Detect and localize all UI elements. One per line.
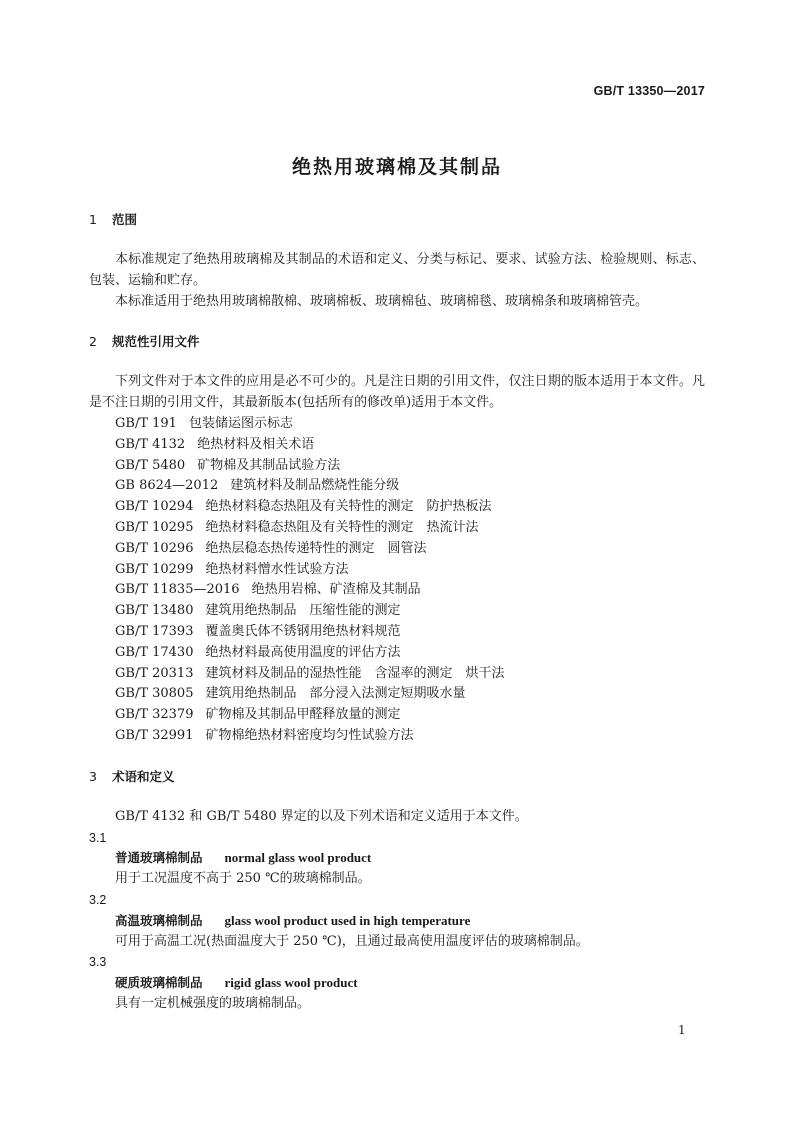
term-english: rigid glass wool product bbox=[224, 975, 358, 991]
reference-title: 绝热材料及相关术语 bbox=[197, 436, 315, 452]
paragraph: 本标准适用于绝热用玻璃棉散棉、玻璃棉板、玻璃棉毡、玻璃棉毯、玻璃棉条和玻璃棉管壳。 bbox=[115, 293, 649, 309]
term-number: 3.2 bbox=[89, 892, 107, 907]
term-title bbox=[89, 911, 705, 932]
term-english: glass wool product used in high temperature bbox=[224, 912, 471, 928]
term-english: normal glass wool product bbox=[224, 850, 372, 866]
reference-code: GB/T 30805 bbox=[115, 686, 194, 702]
reference-code: GB 8624—2012 bbox=[115, 478, 219, 494]
document-body bbox=[89, 210, 705, 1015]
reference-title: 建筑用绝热制品 部分浸入法测定短期吸水量 bbox=[205, 686, 466, 702]
section-title: 规范性引用文件 bbox=[112, 334, 200, 350]
reference-title: 绝热用岩棉、矿渣棉及其制品 bbox=[251, 582, 421, 598]
reference-code: GB/T 191 bbox=[115, 415, 177, 431]
reference-title: 绝热材料最高使用温度的评估方法 bbox=[205, 644, 401, 660]
reference-title: 绝热材料憎水性试验方法 bbox=[205, 561, 349, 577]
term-entry bbox=[89, 828, 705, 890]
reference-item bbox=[89, 601, 705, 622]
reference-item bbox=[89, 435, 705, 456]
standard-code: GB/T 13350—2017 bbox=[593, 84, 705, 98]
reference-item bbox=[89, 643, 705, 664]
reference-title: 建筑材料及制品的湿热性能 含湿率的测定 烘干法 bbox=[205, 665, 505, 681]
term-entry bbox=[89, 890, 705, 952]
reference-title: 覆盖奥氏体不锈钢用绝热材料规范 bbox=[205, 623, 401, 639]
term-definition: 具有一定机械强度的玻璃棉制品。 bbox=[115, 995, 311, 1011]
term-chinese: 高温玻璃棉制品 bbox=[115, 912, 203, 928]
reference-item bbox=[89, 476, 705, 497]
section-number: 1 bbox=[89, 212, 97, 227]
reference-code: GB/T 10295 bbox=[115, 519, 194, 535]
reference-item bbox=[89, 539, 705, 560]
reference-item bbox=[89, 684, 705, 705]
paragraph: 本标准规定了绝热用玻璃棉及其制品的术语和定义、分类与标记、要求、试验方法、检验规则、标志、包装、运输和贮存。 bbox=[89, 252, 705, 288]
reference-code: GB/T 20313 bbox=[115, 665, 194, 681]
document-title: 绝热用玻璃棉及其制品 bbox=[291, 156, 502, 178]
reference-title: 绝热层稳态热传递特性的测定 圆管法 bbox=[205, 540, 427, 556]
section-title: 术语和定义 bbox=[112, 768, 175, 784]
term-definition: 用于工况温度不高于 250 ℃的玻璃棉制品。 bbox=[115, 871, 371, 887]
reference-title: 绝热材料稳态热阻及有关特性的测定 热流计法 bbox=[205, 519, 479, 535]
reference-code: GB/T 10294 bbox=[115, 499, 194, 515]
term-title bbox=[89, 848, 705, 869]
reference-item bbox=[89, 580, 705, 601]
reference-item bbox=[89, 497, 705, 518]
term-number: 3.1 bbox=[89, 830, 107, 845]
reference-item bbox=[89, 456, 705, 477]
reference-code: GB/T 17393 bbox=[115, 623, 194, 639]
reference-code: GB/T 17430 bbox=[115, 644, 194, 660]
reference-code: GB/T 4132 bbox=[115, 436, 186, 452]
reference-code: GB/T 10299 bbox=[115, 561, 194, 577]
reference-code: GB/T 32379 bbox=[115, 707, 194, 723]
reference-code: GB/T 5480 bbox=[115, 457, 186, 473]
paragraph: 下列文件对于本文件的应用是必不可少的。凡是注日期的引用文件，仅注日期的版本适用于本文件。凡是不注日期的引用文件，其最新版本(包括所有的修改单)适用于本文件。 bbox=[89, 374, 705, 411]
reference-code: GB/T 11835—2016 bbox=[115, 582, 240, 598]
reference-title: 矿物棉绝热材料密度均匀性试验方法 bbox=[205, 727, 414, 743]
reference-item bbox=[89, 414, 705, 435]
reference-title: 矿物棉及其制品试验方法 bbox=[197, 457, 341, 473]
section-title: 范围 bbox=[112, 212, 138, 227]
reference-item bbox=[89, 726, 705, 747]
reference-title: 矿物棉及其制品甲醛释放量的测定 bbox=[205, 707, 401, 723]
term-number: 3.3 bbox=[89, 955, 107, 970]
term-title bbox=[89, 973, 705, 994]
section-number: 2 bbox=[89, 334, 97, 350]
reference-code: GB/T 32991 bbox=[115, 727, 194, 743]
reference-item bbox=[89, 664, 705, 685]
term-chinese: 普通玻璃棉制品 bbox=[115, 850, 203, 866]
term-entry bbox=[89, 952, 705, 1014]
reference-item bbox=[89, 622, 705, 643]
reference-item bbox=[89, 705, 705, 726]
paragraph: GB/T 4132 和 GB/T 5480 界定的以及下列术语和定义适用于本文件。 bbox=[115, 808, 528, 824]
section-heading-terms-and-definitions bbox=[89, 767, 705, 787]
term-chinese: 硬质玻璃棉制品 bbox=[115, 975, 203, 991]
reference-title: 包装储运图示标志 bbox=[188, 415, 293, 431]
section-heading-scope bbox=[89, 210, 705, 230]
reference-title: 建筑材料及制品燃烧性能分级 bbox=[230, 478, 400, 494]
reference-code: GB/T 13480 bbox=[115, 603, 194, 619]
reference-title: 绝热材料稳态热阻及有关特性的测定 防护热板法 bbox=[205, 499, 492, 515]
reference-code: GB/T 10296 bbox=[115, 540, 194, 556]
reference-item bbox=[89, 560, 705, 581]
page-number: 1 bbox=[678, 1023, 686, 1037]
reference-list bbox=[89, 414, 705, 747]
reference-title: 建筑用绝热制品 压缩性能的测定 bbox=[205, 603, 401, 619]
section-number: 3 bbox=[89, 768, 97, 784]
reference-item bbox=[89, 518, 705, 539]
term-definition: 可用于高温工况(热面温度大于 250 ℃)，且通过最高使用温度评估的玻璃棉制品。 bbox=[115, 933, 589, 949]
section-heading-normative-references bbox=[89, 332, 705, 352]
